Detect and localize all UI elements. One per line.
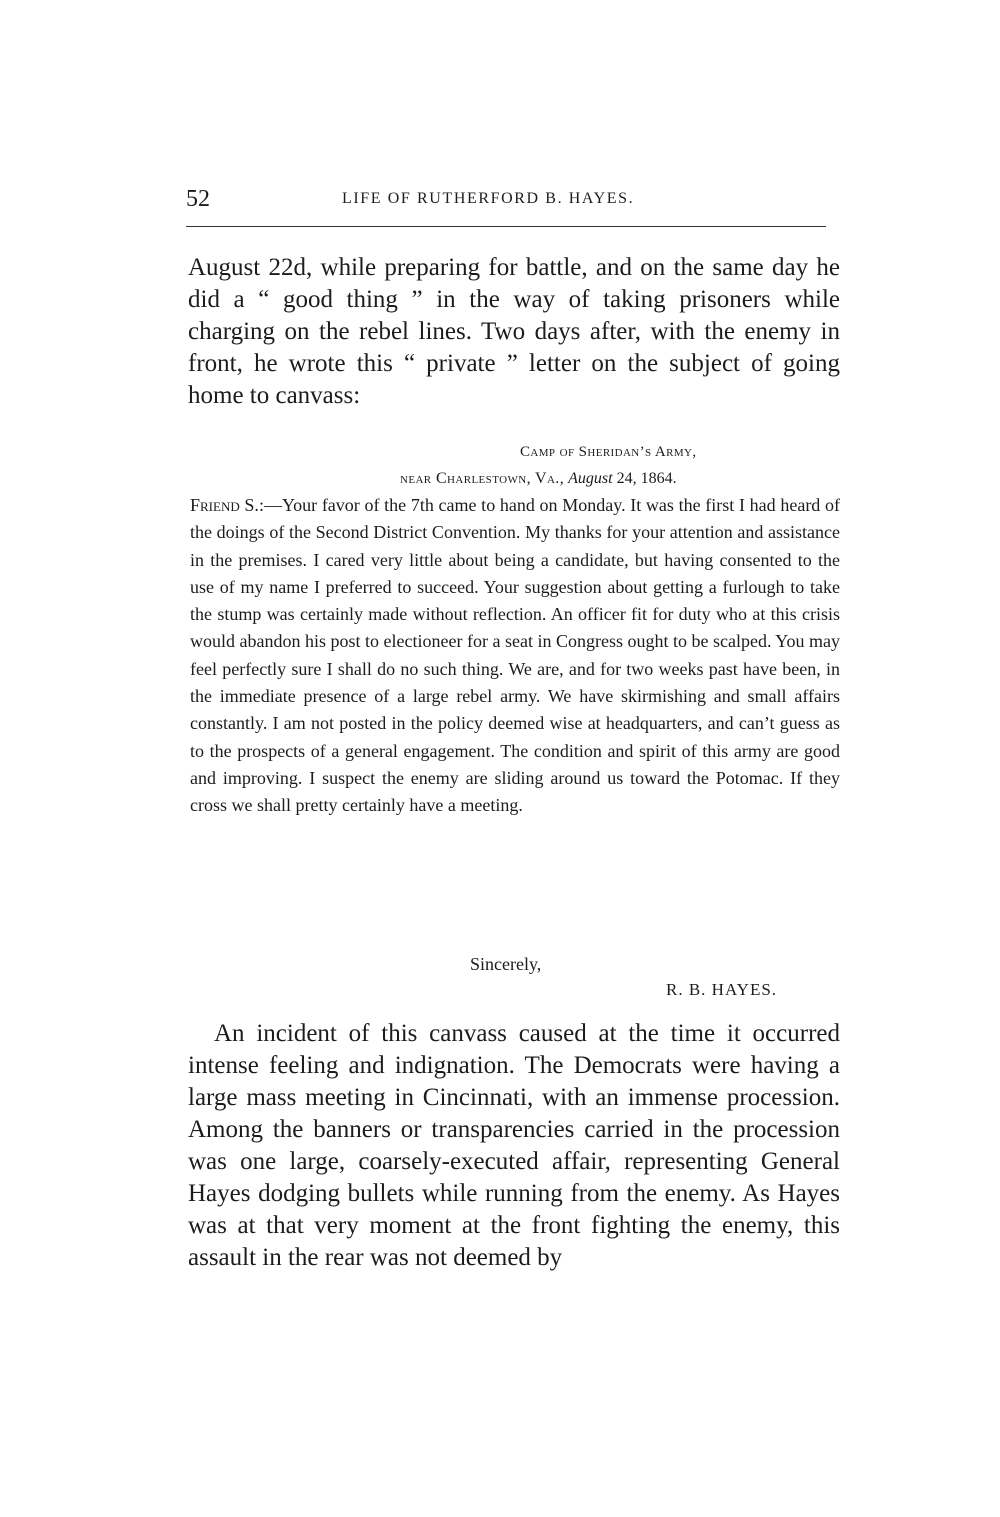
book-title: LIFE OF RUTHERFORD B. HAYES. [342, 190, 635, 207]
intro-paragraph: August 22d, while preparing for battle, and on the same day he did a “ good thing ” in the way of taking prisoners while charging on the rebel lines. Two days after, with the enemy in front, he wrote this “ private ” letter on the subject of going home to canvass: [188, 254, 840, 409]
letter-salutation: Friend S. [190, 495, 259, 515]
second-paragraph: An incident of this canvass caused at the time it occurred intense feeling and indignation. The Democrats were having a large mass meeting in Cincinnati, with an immense procession. Among the banners or transparencies carried in the procession was one large, coarsely-executed affair, representing General Hayes dodging bullets while running from the enemy. As Hayes was at that very moment at the front fighting the enemy, this assault in the rear was not deemed by [188, 1020, 840, 1271]
letter-body [190, 492, 840, 820]
running-head [186, 186, 836, 216]
dateline-near: near Charlestown, [400, 470, 531, 487]
dateline-month: August [568, 470, 613, 487]
letter-closing: Sincerely, [470, 954, 542, 974]
dateline-year: 24, 1864. [616, 470, 677, 487]
letter-signature: R. B. HAYES. [666, 980, 778, 999]
header-rule [186, 226, 826, 227]
letter-dateline-place [400, 470, 677, 488]
letter-dateline-camp: Camp of Sheridan’s Army, [520, 444, 697, 460]
page-number: 52 [186, 186, 210, 212]
letter-text: :—Your favor of the 7th came to hand on Monday. It was the first I had heard of the doings of the Second District Convention. My thanks for your attention and assistance in the premises. I cared very little about being a candidate, but having consented to the use of my name I preferred to succeed. Your suggestion about getting a furlough to take the stump was certainly made without reflection. An officer fit for duty who at this crisis would abandon his post to electioneer for a seat in Congress ought to be scalped. You may feel perfectly sure I shall do no such thing. We are, and for two weeks past have been, in the immediate presence of a large rebel army. We have skirmishing and small affairs constantly. I am not posted in the policy deemed wise at headquarters, and can’t guess as to the prospects of a general engagement. The condition and spirit of this army are good and improving. I suspect the enemy are sliding around us toward the Potomac. If they cross we shall pretty certainly have a meeting. [190, 495, 840, 816]
dateline-state: Va., [535, 470, 565, 487]
